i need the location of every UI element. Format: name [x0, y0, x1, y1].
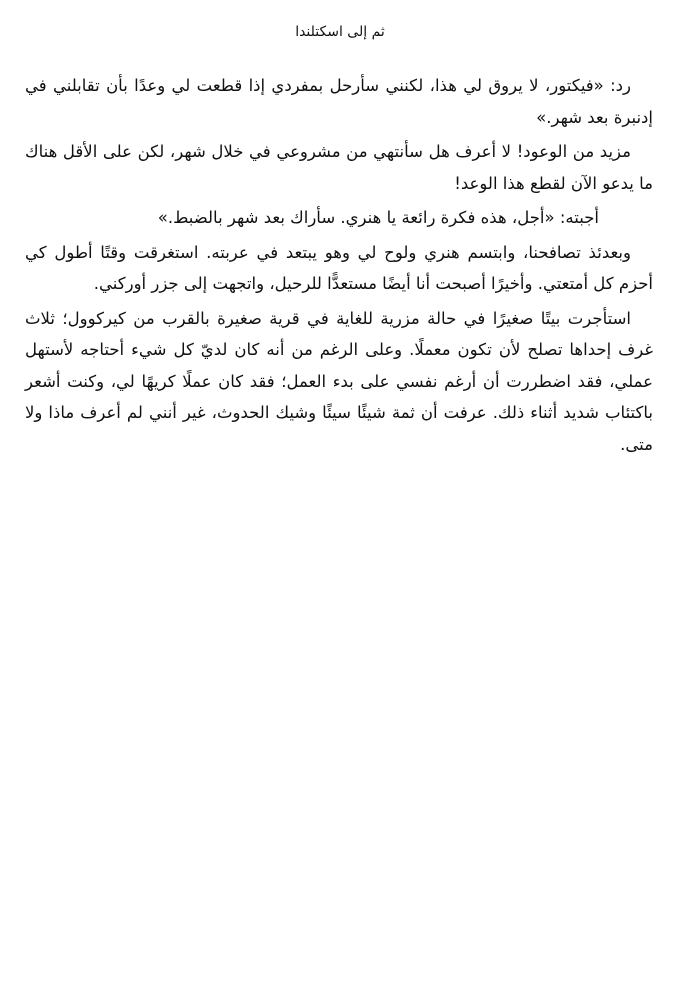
- running-header: ثم إلى اسكتلندا: [295, 24, 385, 40]
- paragraph-more-promises: مزيد من الوعود! لا أعرف هل سأنتهي من مشروعي في خلال شهر، لكن على الأقل هناك ما يدعو الآن لقطع هذا الوعد!: [25, 142, 653, 193]
- paragraph-departure: وبعدئذ تصافحنا، وابتسم هنري ولوح لي وهو يبتعد في عربته. استغرقت وقتًا أطول كي أحزم كل أمتعتي. وأخيرًا أصبحت أنا أيضًا مستعدًّا للرحيل، واتجهت إلى جزر أوركني.: [25, 242, 653, 293]
- paragraph-orkney-house: استأجرت بيتًا صغيرًا في حالة مزرية للغاية في قرية صغيرة بالقرب من كيركوول؛ ثلاث غرف إحداها تصلح لأن تكون معملًا. وعلى الرغم من أنه كان لديّ كل شيء أحتاجه لأستهل عملي، فقد اضطررت أن أرغم نفسي على بدء العمل؛ فقد كان عملًا كريهًا لي، وكنت أشعر باكتئاب شديد أثناء ذلك. عرفت أن ثمة شيئًا سيئًا وشيك الحدوث، غير أنني لم أعرف ماذا ولا متى.: [25, 308, 653, 454]
- body-text: [25, 70, 653, 463]
- paragraph-answer: أجبته: «أجل، هذه فكرة رائعة يا هنري. سأراك بعد شهر بالضبط.»: [157, 208, 599, 227]
- paragraph-henry-reply: رد: «فيكتور، لا يروق لي هذا، لكنني سأرحل بمفردي إذا قطعت لي وعدًا بأن تقابلني في إدنبرة بعد شهر.»: [25, 76, 653, 127]
